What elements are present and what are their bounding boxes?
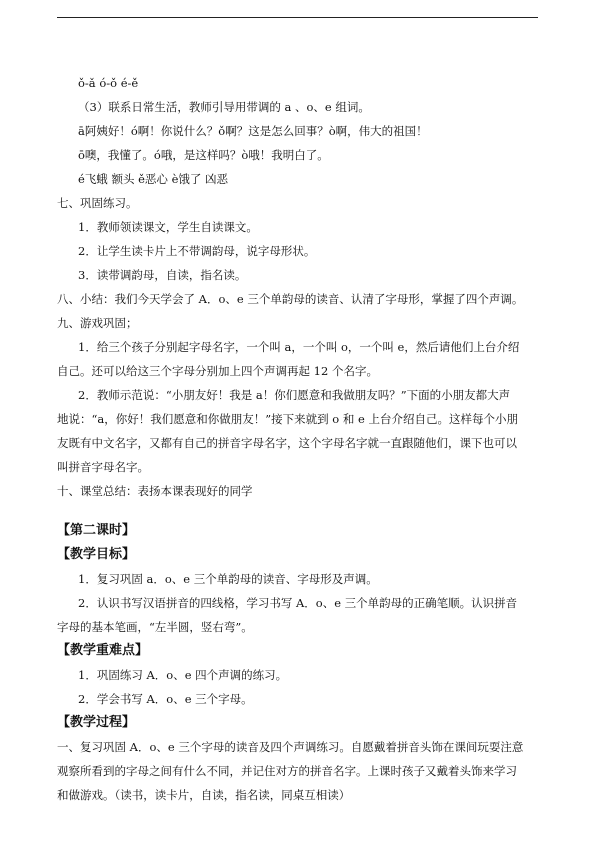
goals-heading: 【教学目标】: [57, 547, 136, 562]
list-item: 3．读带调韵母，自读，指名读。: [78, 268, 247, 282]
body-text: 友既有中文名字，又都有自己的拼音字母名字，这个字母名字就一直跟随他们，课下也可以: [57, 436, 517, 450]
body-text: 和做游戏。（读书，读卡片，自读，指名读，同桌互相读）: [57, 788, 351, 802]
header-rule: [57, 17, 538, 18]
body-text: 叫拼音字母名字。: [57, 460, 149, 474]
tone-pairs: ǒ-ǎ ó-ǒ é-ě: [78, 76, 139, 90]
process-heading: 【教学过程】: [57, 715, 136, 730]
list-item: 1．给三个孩子分别起字母名字，一个叫 a，一个叫 o，一个叫 e，然后请他们上台介绍: [78, 340, 520, 354]
body-text: 地说：“a，你好！我们愿意和你做朋友！”接下来就到 o 和 e 上台介绍自己。这样每个小朋: [57, 412, 518, 426]
difficulty-heading: 【教学重难点】: [57, 643, 149, 658]
body-text: é飞蛾 额头 ě恶心 è饿了 凶恶: [78, 172, 229, 186]
list-item: 1．教师领读课文，学生自读课文。: [78, 220, 258, 234]
list-item: 1．复习巩固 a．o、e 三个单韵母的读音、字母形及声调。: [78, 572, 378, 586]
body-text: （3）联系日常生活，教师引导用带调的 a 、o、e 组词。: [78, 100, 370, 114]
body-text: ā阿姨好！ó啊！你说什么？ǒ啊？这是怎么回事？ò啊，伟大的祖国！: [78, 124, 428, 138]
list-item: 2．学会书写 A．o、e 三个字母。: [78, 692, 253, 706]
body-text: 自己。还可以给这三个字母分别加上四个声调再起 12 个名字。: [57, 364, 378, 378]
list-item: 2．教师示范说：“小朋友好！我是 a！你们愿意和我做朋友吗？”下面的小朋友都大声: [78, 388, 511, 402]
summary: 八、小结：我们今天学会了 A．o、e 三个单韵母的读音、认清了字母形，掌握了四个声调。: [57, 292, 524, 306]
lesson-heading: 【第二课时】: [57, 523, 136, 538]
body-text: 观察所看到的字母之间有什么不同，并记住对方的拼音名字。上课时孩子又戴着头饰来学习: [57, 764, 517, 778]
section-heading: 九、游戏巩固；: [57, 316, 138, 330]
list-item: 2．认识书写汉语拼音的四线格，学习书写 A．o、e 三个单韵母的正确笔顺。认识拼音: [78, 596, 518, 610]
body-text: 字母的基本笔画，“左半圆，竖右弯”。: [57, 620, 253, 634]
body-text: 一、复习巩固 A．o、e 三个字母的读音及四个声调练习。自愿戴着拼音头饰在课间玩耍注意: [57, 740, 524, 754]
list-item: 1．巩固练习 A．o、e 四个声调的练习。: [78, 668, 288, 682]
body-text: ō噢，我懂了。ó哦，是这样吗？ò哦！我明白了。: [78, 148, 329, 162]
list-item: 2．让学生读卡片上不带调韵母，说字母形状。: [78, 244, 316, 258]
section-heading: 七、巩固练习。: [57, 196, 138, 210]
section-heading: 十、课堂总结：表扬本课表现好的同学: [57, 484, 253, 498]
